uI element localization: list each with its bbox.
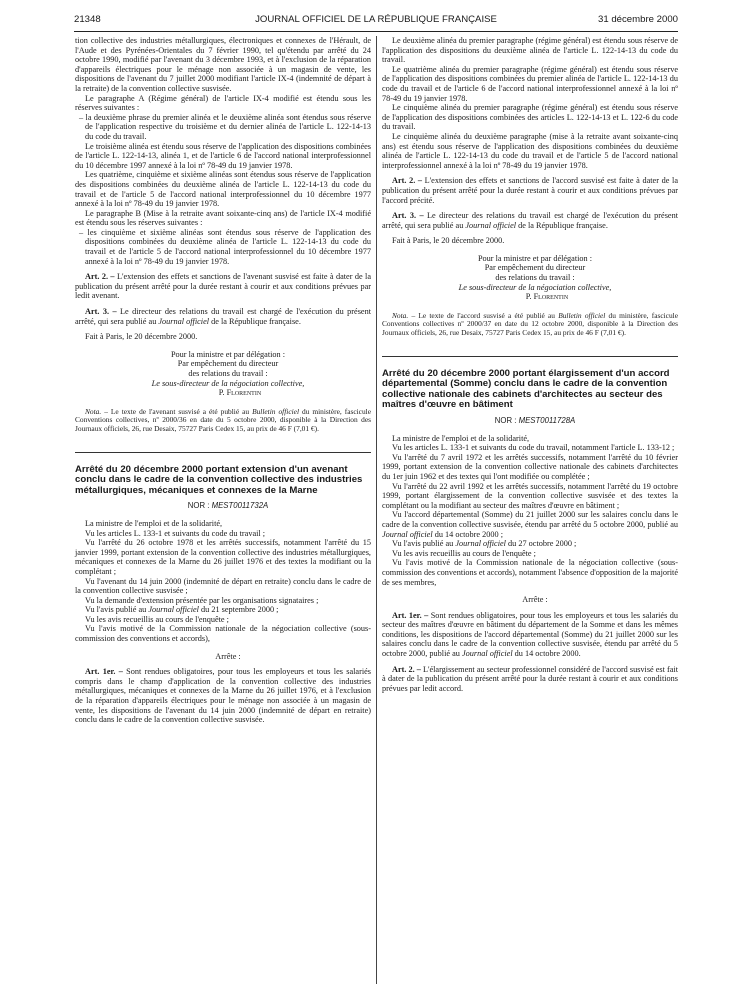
signatory-name: P. Florentin — [525, 292, 569, 302]
left-column — [75, 36, 371, 725]
signature-line: Pour la ministre et par délégation : — [170, 349, 286, 359]
decree-title: Arrêté du 20 décembre 2000 portant élargissement d'un accord départemental (Somme) conclu dans le cadre de la convention collective nationale des cabinets d'architectes au secteur des maîtres d'œuvre en bâtiment — [382, 367, 670, 411]
paragraph: Vu l'arrêté du 22 avril 1992 et les arrêtés successifs, notamment l'arrêté du 19 octobre 1999, portant élargissement de la convention collective susvisée et des textes la complétant ou la modifiant au secteur des maîtres d'œuvre en bâtiment ; — [382, 481, 678, 510]
paragraph: La ministre de l'emploi et de la solidarité, — [85, 518, 223, 528]
paragraph: Le cinquième alinéa du premier paragraphe (régime général) est étendu sous réserve de l'application des dispositions combinées des articles L. 122-14-13 et L. 122-6 du code du travail. — [382, 103, 678, 132]
nor-reference: NOR : MEST0011732A — [187, 501, 269, 511]
issue-date: 31 décembre 2000 — [597, 14, 678, 25]
paragraph: Vu l'avis publié au Journal officiel du 27 octobre 2000 ; — [392, 539, 577, 549]
arrete-heading: Arrête : — [215, 651, 241, 661]
right-column — [382, 36, 678, 693]
arrete-heading: Arrête : — [522, 595, 548, 605]
paragraph: Vu l'avis motivé de la Commission nationale de la négociation collective (sous-commission des conventions et accords), — [75, 624, 371, 644]
paragraph: Vu l'avis motivé de la Commission nationale de la négociation collective (sous-commission des conventions et accords), notamment l'absence d'opposition de la majorité de ses membres, — [382, 558, 679, 587]
article-1: Art. 1er. – Sont rendues obligatoires, pour tous les employeurs et tous les salariés du secteur des maîtres d'œuvre en bâtiment du département de la Somme et dans les mêmes conditions, les dispositions de l'accord départemental (Somme) du 21 juillet 2000 sur les salaires conclu dans le cadre de la convention collective susvisée, étendu par arrêté du 5 octobre 2000, publié au Journal officiel du 14 octobre 2000. — [382, 610, 678, 659]
paragraph: Le troisième alinéa est étendu sous réserve de l'application des dispositions combinées de l'article L. 122-14-13, alinéa 1, et de l'article 6 de l'accord national interprofessionnel du 10 décembre 1997 annexé à la loi nº 78-49 du 19 janvier 1978. — [75, 141, 371, 170]
paragraph: Vu la demande d'extension présentée par les organisations signataires ; — [85, 595, 319, 605]
article-3: Art. 3. – Le directeur des relations du travail est chargé de l'exécution du présent arrêté, qui sera publié au Journal officiel de la République française. — [75, 307, 371, 326]
paragraph: Le quatrième alinéa du premier paragraphe (régime général) est étendu sous réserve de l'application des dispositions combinées du premier alinéa de l'article L. 122-14-13 du code du travail et de l'article 6 de l'accord national interprofessionnel annexé à la loi nº 78-49 du 19 janvier 1978. — [382, 64, 678, 103]
article-1: Art. 1er. – Sont rendues obligatoires, pour tous les employeurs et tous les salariés compris dans le champ d'application de la convention collective des industries métallurgiques, mécaniques et connexes de la Marne du 26 juillet 1976, et à l'exclusion de la réparation d'appareils électriques pour le ménage non associée à un magasin de vente, les dispositions de l'avenant du 14 juin 2000 (indemnité de départ en retraite) conclu dans le cadre de la convention collective susvisée. — [75, 667, 371, 725]
decree-title: Arrêté du 20 décembre 2000 portant extension d'un avenant conclu dans le cadre de la convention collective des industries métallurgiques, mécaniques et connexes de la Marne — [75, 463, 363, 496]
footnote: Nota. – Le texte de l'avenant susvisé a été publié au Bulletin officiel du ministère, fascicule Conventions collectives, nº 2000/36 en date du 5 octobre 2000, disponible à la Direction des Journaux officiels, 26, rue Desaix, 75727 Paris Cedex 15, au prix de 46 F (7,01 €). — [75, 406, 371, 433]
article-2: Art. 2. – L'extension des effets et sanctions de l'accord susvisé est faite à dater de la publication du présent arrêté pour la durée restant à courir et aux conditions prévues par l'accord précité. — [382, 176, 678, 205]
paragraph: Vu les avis recueillis au cours de l'enquête ; — [85, 614, 229, 624]
paragraph: Vu l'arrêté du 26 octobre 1978 et les arrêtés successifs, notamment l'arrêté du 15 janvier 1999, portant extension de la convention collective des industries métallurgiques, mécaniques et connexes de la Marne du 26 juillet 1976 et des textes la modifiant ou la complétant ; — [75, 538, 371, 576]
signature-line: des relations du travail : — [495, 273, 575, 283]
paragraph: Vu les articles L. 133-1 et suivants du code du travail, notamment l'article L. 133-12 ; — [392, 443, 675, 453]
paragraph: La ministre de l'emploi et de la solidarité, — [392, 433, 530, 443]
signatory-name: P. Florentin — [218, 388, 262, 398]
signature-line: des relations du travail : — [188, 369, 268, 378]
paragraph: Le deuxième alinéa du premier paragraphe (régime général) est étendu sous réserve de l'application des dispositions du deuxième alinéa de l'article L. 122-14-13 du code du travail. — [382, 36, 678, 65]
section-rule — [75, 452, 371, 453]
place-date: Fait à Paris, le 20 décembre 2000. — [85, 332, 198, 342]
paragraph: Vu les avis recueillis au cours de l'enquête ; — [392, 548, 536, 558]
paragraph: Le paragraphe A (Régime général) de l'article IX-4 modifié est étendu sous les réserves suivantes : — [75, 93, 371, 113]
signature-line: Par empêchement du directeur — [177, 359, 279, 369]
article-3: Art. 3. – Le directeur des relations du travail est chargé de l'exécution du présent arrêté, qui sera publié au Journal officiel de la République française. — [382, 211, 678, 230]
paragraph: Le cinquième alinéa du deuxième paragraphe (mise à la retraite avant soixante-cinq ans) est étendu sous réserve de l'application des dispositions combinées du deuxième alinéa de l'article L. 122-14-13 du code du travail et de l'article 5 de l'accord national interprofessionnel annexé à la loi nº 78-49 du 19 janvier 1978. — [382, 131, 678, 170]
signature-line: Par empêchement du directeur — [484, 263, 586, 273]
section-rule — [382, 356, 678, 357]
page-number: 21348 — [74, 14, 101, 25]
header-rule — [74, 31, 678, 32]
paragraph: Les quatrième, cinquième et sixième alinéas sont étendus sous réserve de l'application des dispositions combinées du deuxième alinéa de l'article L. 122-14-13 du code du travail et de l'article 5 de l'accord national interprofessionnel du 10 décembre 1977 annexé à la loi nº 78-49 du 19 janvier 1978. — [75, 170, 371, 209]
paragraph: tion collective des industries métallurgiques, électroniques et connexes de l'Hérault, de l'Aude et des Pyrénées-Orientales du 7 février 1990, tel qu'étendu par arrêté du 24 octobre 1990, modifié par l'avenant du 3 décembre 1993, et à l'exclusion de la réparation d'appareils électriques pour le ménage non associée à un magasin de vente, les dispositions de l'avenant du 7 juillet 2000 modifiant l'article IX-4 (indemnité de départ à la retraite) de la convention collective susvisée. — [75, 36, 371, 93]
paragraph: Vu l'arrêté du 7 avril 1972 et les arrêtés successifs, notamment l'arrêté du 10 février 1999, portant extension de la convention collective nationale des cabinets d'architectes du 1er juin 1962 et des textes qui l'ont modifiée ou complétée ; — [382, 452, 678, 481]
page-header — [74, 12, 678, 28]
footnote: Nota. – Le texte de l'accord susvisé a été publié au Bulletin officiel du ministère, fascicule Conventions collectives nº 2000/37 en date du 12 octobre 2000, disponible à la Direction des Journaux officiels, 26, rue Desaix, 75727 Paris Cedex 15, au prix de 46 F (7,01 €). — [382, 310, 678, 338]
nor-reference: NOR : MEST0011728A — [494, 416, 576, 425]
reservation-item: – les cinquième et sixième alinéas sont étendus sous réserve de l'application des dispositions combinées du deuxième alinéa de l'article L. 122-14-13 du code du travail et de l'article 5 de l'accord national interprofessionnel du 10 décembre 1977 annexé à la loi nº 78-49 du 19 janvier 1978. — [79, 227, 371, 266]
place-date: Fait à Paris, le 20 décembre 2000. — [392, 236, 505, 246]
paragraph: Vu l'avis publié au Journal officiel du 21 septembre 2000 ; — [85, 605, 279, 615]
paragraph: Vu l'accord départemental (Somme) du 21 juillet 2000 sur les salaires conclu dans le cadre de la convention collective susvisée, étendu par arrêté du 5 octobre 2000, publié au Journal officiel du 14 octobre 2000 ; — [382, 510, 678, 539]
paragraph: Vu l'avenant du 14 juin 2000 (indemnité de départ en retraite) conclu dans le cadre de la convention collective susvisée ; — [75, 576, 371, 596]
article-2: Art. 2. – L'élargissement au secteur professionnel considéré de l'accord susvisé est fait à dater de la publication du présent arrêté pour la durée restant à courir et aux conditions prévues par ledit accord. — [382, 664, 678, 693]
article-2: Art. 2. – L'extension des effets et sanctions de l'avenant susvisé est faite à dater de la publication du présent arrêté pour la durée restant à courir et aux conditions prévues par ledit avenant. — [75, 272, 371, 301]
paragraph: Vu les articles L. 133-1 et suivants du code du travail ; — [85, 528, 266, 538]
column-divider — [376, 36, 377, 984]
signature-line: Le sous-directeur de la négociation collective, — [458, 282, 612, 292]
paragraph: Le paragraphe B (Mise à la retraite avant soixante-cinq ans) de l'article IX-4 modifié est étendu sous les réserves suivantes : — [75, 208, 371, 228]
journal-title: JOURNAL OFFICIEL DE LA RÉPUBLIQUE FRANÇAISE — [255, 14, 497, 25]
reservation-item: – la deuxième phrase du premier alinéa et le deuxième alinéa sont étendus sous réserve de l'application respective du troisième et du dernier alinéa de l'article L. 122-14-13 du code du travail. — [79, 112, 371, 141]
signature-line: Le sous-directeur de la négociation collective, — [151, 378, 305, 388]
signature-line: Pour la ministre et par délégation : — [477, 253, 593, 263]
